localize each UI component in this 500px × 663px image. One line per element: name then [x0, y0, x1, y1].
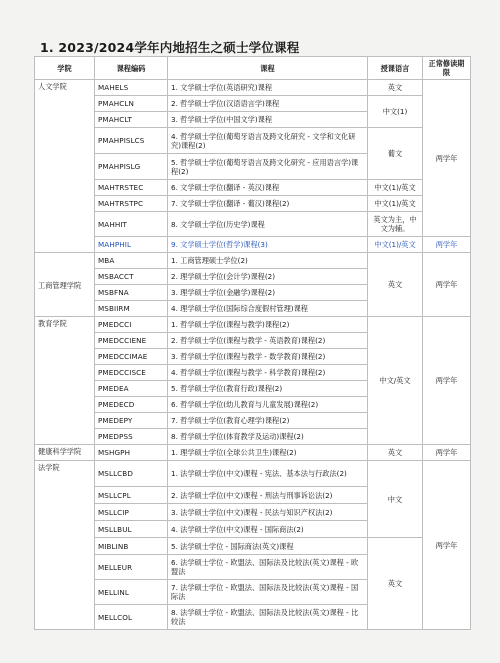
language-cell: 中文 — [368, 461, 423, 538]
course-code: MAHPHIL — [95, 237, 168, 253]
course-code: MAHTRSTPC — [95, 196, 168, 212]
table-row — [35, 80, 471, 96]
course-code: PMEDCCISCE — [95, 365, 168, 381]
course-name: 5. 哲学硕士学位(葡萄牙语言及跨文化研究 - 应用语言学)课程(2) — [168, 154, 368, 180]
course-code: PMAHCLN — [95, 96, 168, 112]
language-cell: 英文 — [368, 445, 423, 461]
duration-cell: 两学年 — [423, 317, 471, 445]
course-name: 4. 哲学硕士学位(葡萄牙语言及跨文化研究 - 文学和文化研究)课程(2) — [168, 128, 368, 154]
duration-cell: 两学年 — [423, 461, 471, 630]
school-cell: 法学院 — [35, 461, 95, 630]
table-row — [35, 128, 471, 154]
school-cell: 人文学院 — [35, 80, 95, 253]
school-cell: 工商管理学院 — [35, 253, 95, 317]
table-row — [35, 96, 471, 112]
page-title: 1. 2023/2024学年内地招生之硕士学位课程 — [40, 40, 300, 55]
course-code: MELLINL — [95, 580, 168, 605]
table-row — [35, 538, 471, 555]
table-header-row — [35, 57, 471, 80]
header-duration: 正常修读期限 — [423, 57, 471, 80]
course-table — [34, 56, 471, 630]
course-name: 6. 哲学硕士学位(幼儿教育与儿童发展)课程(2) — [168, 397, 368, 413]
course-name: 8. 哲学硕士学位(体育教学及运动)课程(2) — [168, 429, 368, 445]
course-code: PMEDEA — [95, 381, 168, 397]
course-name: 1. 哲学硕士学位(课程与教学)课程(2) — [168, 317, 368, 333]
duration-cell: 两学年 — [423, 253, 471, 317]
course-name: 4. 法学硕士学位(中文)课程 - 国际商法(2) — [168, 521, 368, 538]
course-code: MSBFNA — [95, 285, 168, 301]
language-cell: 中文(1)/英文 — [368, 237, 423, 253]
course-code: MELLEUR — [95, 555, 168, 580]
course-name: 1. 工商管理硕士学位(2) — [168, 253, 368, 269]
language-cell: 葡文 — [368, 128, 423, 180]
course-name: 1. 文学硕士学位(英语研究)课程 — [168, 80, 368, 96]
course-name: 3. 哲学硕士学位(中国文学)课程 — [168, 112, 368, 128]
course-code: PMEDEPY — [95, 413, 168, 429]
language-cell: 英文为主，中文为辅。 — [368, 212, 423, 237]
header-code: 课程编码 — [95, 57, 168, 80]
course-name: 5. 法学硕士学位 - 国际商法(英文)课程 — [168, 538, 368, 555]
course-name: 4. 哲学硕士学位(课程与教学 - 科学教育)课程(2) — [168, 365, 368, 381]
table-row — [35, 445, 471, 461]
course-code: MAHTRSTEC — [95, 180, 168, 196]
course-code: MSLLCBD — [95, 461, 168, 487]
course-code: MSLLBUL — [95, 521, 168, 538]
duration-cell: 两学年 — [423, 445, 471, 461]
course-code: PMEDCCIMAE — [95, 349, 168, 365]
course-name: 2. 理学硕士学位(会计学)课程(2) — [168, 269, 368, 285]
table-row — [35, 212, 471, 237]
language-cell: 英文 — [368, 80, 423, 96]
course-code: MSLLCPL — [95, 487, 168, 504]
course-code: MBA — [95, 253, 168, 269]
course-name: 3. 理学硕士学位(金融学)课程(2) — [168, 285, 368, 301]
course-code: MSHGPH — [95, 445, 168, 461]
course-code: PMAHPISLG — [95, 154, 168, 180]
course-name: 1. 理学硕士学位(全球公共卫生)课程(2) — [168, 445, 368, 461]
language-cell: 中文(1) — [368, 96, 423, 128]
course-code: PMEDCCI — [95, 317, 168, 333]
table-row — [35, 237, 471, 253]
table-row — [35, 317, 471, 333]
course-code: PMEDPSS — [95, 429, 168, 445]
course-name: 7. 哲学硕士学位(教育心理学)课程(2) — [168, 413, 368, 429]
course-name: 7. 文学硕士学位(翻译 - 葡汉)课程(2) — [168, 196, 368, 212]
course-code: MSBACCT — [95, 269, 168, 285]
language-cell: 英文 — [368, 538, 423, 630]
language-cell: 中文/英文 — [368, 317, 423, 445]
language-cell: 英文 — [368, 253, 423, 317]
header-language: 授课语言 — [368, 57, 423, 80]
course-code: MSLLCIP — [95, 504, 168, 521]
course-name: 3. 法学硕士学位(中文)课程 - 民法与知识产权法(2) — [168, 504, 368, 521]
course-code: MAHELS — [95, 80, 168, 96]
course-name: 4. 理学硕士学位(国际综合度假村管理)课程 — [168, 301, 368, 317]
course-name: 3. 哲学硕士学位(课程与教学 - 数学教育)课程(2) — [168, 349, 368, 365]
course-name: 2. 法学硕士学位(中文)课程 - 刑法与刑事诉讼法(2) — [168, 487, 368, 504]
course-name: 2. 哲学硕士学位(汉语语言学)课程 — [168, 96, 368, 112]
table-row — [35, 461, 471, 487]
duration-cell: 两学年 — [423, 80, 471, 237]
header-school: 学院 — [35, 57, 95, 80]
course-code: MIBLINB — [95, 538, 168, 555]
header-course: 课程 — [168, 57, 368, 80]
table-row — [35, 196, 471, 212]
course-name: 5. 哲学硕士学位(教育行政)课程(2) — [168, 381, 368, 397]
course-name: 6. 法学硕士学位 - 欧盟法、国际法及比较法(英文)课程 - 欧盟法 — [168, 555, 368, 580]
course-code: MSBIIRM — [95, 301, 168, 317]
language-cell: 中文(1)/英文 — [368, 180, 423, 196]
course-name: 6. 文学硕士学位(翻译 - 英汉)课程 — [168, 180, 368, 196]
course-code: PMAHCLT — [95, 112, 168, 128]
course-name: 2. 哲学硕士学位(课程与教学 - 英语教育)课程(2) — [168, 333, 368, 349]
language-cell: 中文(1)/英文 — [368, 196, 423, 212]
course-name: 1. 法学硕士学位(中文)课程 - 宪法、基本法与行政法(2) — [168, 461, 368, 487]
course-code: MAHHIT — [95, 212, 168, 237]
table-row — [35, 180, 471, 196]
duration-cell: 两学年 — [423, 237, 471, 253]
course-name: 8. 法学硕士学位 - 欧盟法、国际法及比较法(英文)课程 - 比较法 — [168, 605, 368, 630]
course-name: 9. 文学硕士学位(哲学)课程(3) — [168, 237, 368, 253]
course-name: 7. 法学硕士学位 - 欧盟法、国际法及比较法(英文)课程 - 国际法 — [168, 580, 368, 605]
course-name: 8. 文学硕士学位(历史学)课程 — [168, 212, 368, 237]
course-code: PMEDCCIENE — [95, 333, 168, 349]
school-cell: 健康科学学院 — [35, 445, 95, 461]
school-cell: 教育学院 — [35, 317, 95, 445]
course-code: PMAHPISLCS — [95, 128, 168, 154]
table-row — [35, 253, 471, 269]
course-code: MELLCOL — [95, 605, 168, 630]
course-code: PMEDECD — [95, 397, 168, 413]
